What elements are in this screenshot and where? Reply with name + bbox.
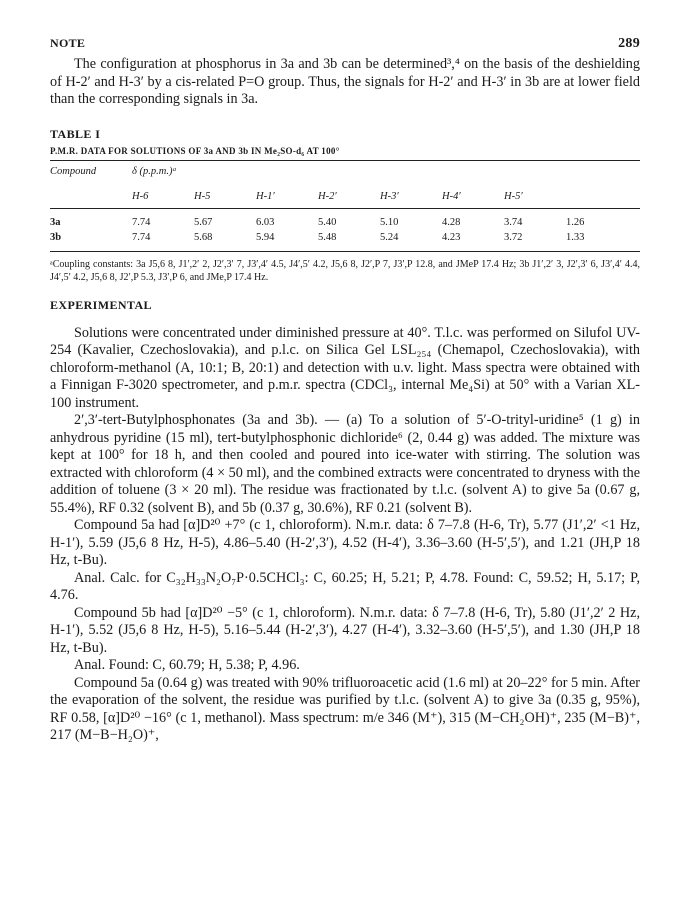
value-cell: 5.67 bbox=[194, 216, 213, 228]
running-head bbox=[50, 36, 640, 56]
column-header: H-1′ bbox=[256, 179, 318, 209]
value-cell: 3.72 bbox=[504, 230, 566, 252]
value-cell: 1.26 bbox=[566, 216, 585, 228]
value-cell: 5.40 bbox=[318, 216, 337, 228]
table-title: TABLE I bbox=[50, 126, 101, 141]
running-head-label: NOTE bbox=[50, 36, 86, 50]
value-cell: 5.24 bbox=[380, 230, 442, 252]
column-header: H-5 bbox=[194, 179, 256, 209]
table-row bbox=[50, 215, 640, 230]
column-header: H-2′ bbox=[318, 179, 380, 209]
table-column-row bbox=[50, 179, 640, 209]
experimental-paragraph: Solutions were concentrated under diminished pressure at 40°. T.l.c. was performed on Silufol UV-254 (Kavalier, Czechoslovakia), and p.l.c. on Silica Gel LSL₂₅₄ (Chemapol, Czechoslovakia), with chloroform-methanol (A, 10:1; B, 20:1) and detection with u.v. light. Mass spectra were obtained with a Finnigan F-3020 spectrometer, and p.m.r. spectra (CDCl₃, internal Me₄Si) at 50° with a Varian XL-100 instrument. bbox=[50, 324, 640, 411]
value-cell: 7.74 bbox=[132, 216, 151, 228]
compound-cell: 3a bbox=[50, 216, 61, 228]
value-cell: 3.74 bbox=[504, 216, 523, 228]
column-header: H-6 bbox=[132, 179, 194, 209]
value-cell: 5.48 bbox=[318, 230, 380, 252]
experimental-paragraph: Compound 5b had [α]D²⁰ −5° (c 1, chloroform). N.m.r. data: δ 7–7.8 (H-6, Tr), 5.80 (J1′,2′ 2 Hz, H-1′), 5.52 (J5,6 8 Hz, H-5), 5.16–5.44 (H-2′,3′), 4.27 (H-4′), 3.32–3.60 (H-5′,5′), and 1.30 (JH,P 18 Hz, t-Bu). bbox=[50, 604, 640, 656]
value-cell: 5.10 bbox=[380, 216, 399, 228]
experimental-section bbox=[50, 325, 640, 745]
column-header-blank bbox=[566, 179, 640, 209]
value-cell: 4.23 bbox=[442, 230, 504, 252]
page-number: 289 bbox=[618, 36, 640, 51]
experimental-paragraph: Compound 5a had [α]D²⁰ +7° (c 1, chloroform). N.m.r. data: δ 7–7.8 (H-6, Tr), 5.77 (J1′,2′ <1 Hz, H-1′), 5.59 (J5,6 8 Hz, H-5), 4.86–5.40 (H-2′,3′), 4.52 (H-4′), 3.36–3.60 (H-5′,5′), and 1.21 (JH,P 18 Hz, t-Bu). bbox=[50, 517, 640, 568]
column-header: H-4′ bbox=[442, 179, 504, 209]
table-header-row bbox=[50, 160, 640, 179]
column-header-blank bbox=[50, 179, 132, 209]
experimental-paragraph: Anal. Found: C, 60.79; H, 5.38; P, 4.96. bbox=[74, 657, 300, 673]
delta-header: δ (p.p.m.)ᵃ bbox=[132, 160, 640, 179]
value-cell: 6.03 bbox=[256, 216, 275, 228]
section-heading: EXPERIMENTAL bbox=[50, 297, 152, 312]
page bbox=[50, 36, 640, 745]
experimental-paragraph: Anal. Calc. for C₃₂H₃₃N₂O₇P·0.5CHCl₃: C, 60.25; H, 5.21; P, 4.78. Found: C, 59.52; H, 5.17; P, 4.76. bbox=[50, 569, 640, 603]
table-row bbox=[50, 230, 640, 252]
compound-header: Compound bbox=[50, 160, 132, 179]
value-cell: 4.28 bbox=[442, 216, 461, 228]
table-footnote: ᵃCoupling constants: 3a J5,6 8, J1′,2′ 2, J2′,3′ 7, J3′,4′ 4.5, J4′,5′ 4.2, J5,6 8, J2′,P 7, J3′,P 12.8, and JMeP 17.4 Hz; 3b J1′,2′ 3, J2′,3′ 6, J3′,4′ 4.4, J4′,5′ 4.2, J5,6 8, J2′,P 5.3, J3′,P 6, and JMe,P 17.4 Hz. bbox=[50, 258, 640, 283]
column-header: H-3′ bbox=[380, 179, 442, 209]
column-header: H-5′ bbox=[504, 179, 566, 209]
compound-cell: 3b bbox=[50, 230, 132, 252]
value-cell: 5.68 bbox=[194, 230, 256, 252]
value-cell: 7.74 bbox=[132, 230, 194, 252]
experimental-paragraph: 2′,3′-tert-Butylphosphonates (3a and 3b). — (a) To a solution of 5′-O-trityl-uridine⁵ (1 g) in anhydrous pyridine (15 ml), tert-butylphosphonic dichloride⁶ (2, 0.44 g) was added. The mixture was kept at 100° for 18 h, and then cooled and poured into ice-water with stirring. The solution was extracted with chloroform (4 × 50 ml), and the combined extracts were concentrated to dryness with the addition of toluene (3 × 20 ml). The residue was fractionated by t.l.c. (solvent A) to give 5a (0.67 g, 55.4%), RF 0.32 (solvent B), and 5b (0.37 g, 30.6%), RF 0.21 (solvent B). bbox=[50, 412, 640, 516]
intro-paragraph: The configuration at phosphorus in 3a and 3b can be determined³,⁴ on the basis of the deshielding of H-2′ and H-3′ by a cis-related P=O group. Thus, the signals for H-2′ and H-3′ in 3b are at lower field than the corresponding signals in 3a. bbox=[50, 56, 640, 107]
value-cell: 5.94 bbox=[256, 230, 318, 252]
value-cell: 1.33 bbox=[566, 230, 640, 252]
experimental-paragraph: Compound 5a (0.64 g) was treated with 90% trifluoroacetic acid (1.6 ml) at 20–22° for 5 min. After the evaporation of the solvent, the residue was purified by t.l.c. (solvent A) to give 3a (0.35 g, 95%), RF 0.58, [α]D²⁰ −16° (c 1, methanol). Mass spectrum: m/e 346 (M⁺), 315 (M−CH₂OH)⁺, 235 (M−B)⁺, 217 (M−B−H₂O)⁺, bbox=[50, 674, 640, 743]
pmr-data-table bbox=[50, 160, 640, 252]
table-caption: P.M.R. DATA FOR SOLUTIONS OF 3a AND 3b IN Me₂SO-d₆ AT 100° bbox=[50, 145, 340, 156]
